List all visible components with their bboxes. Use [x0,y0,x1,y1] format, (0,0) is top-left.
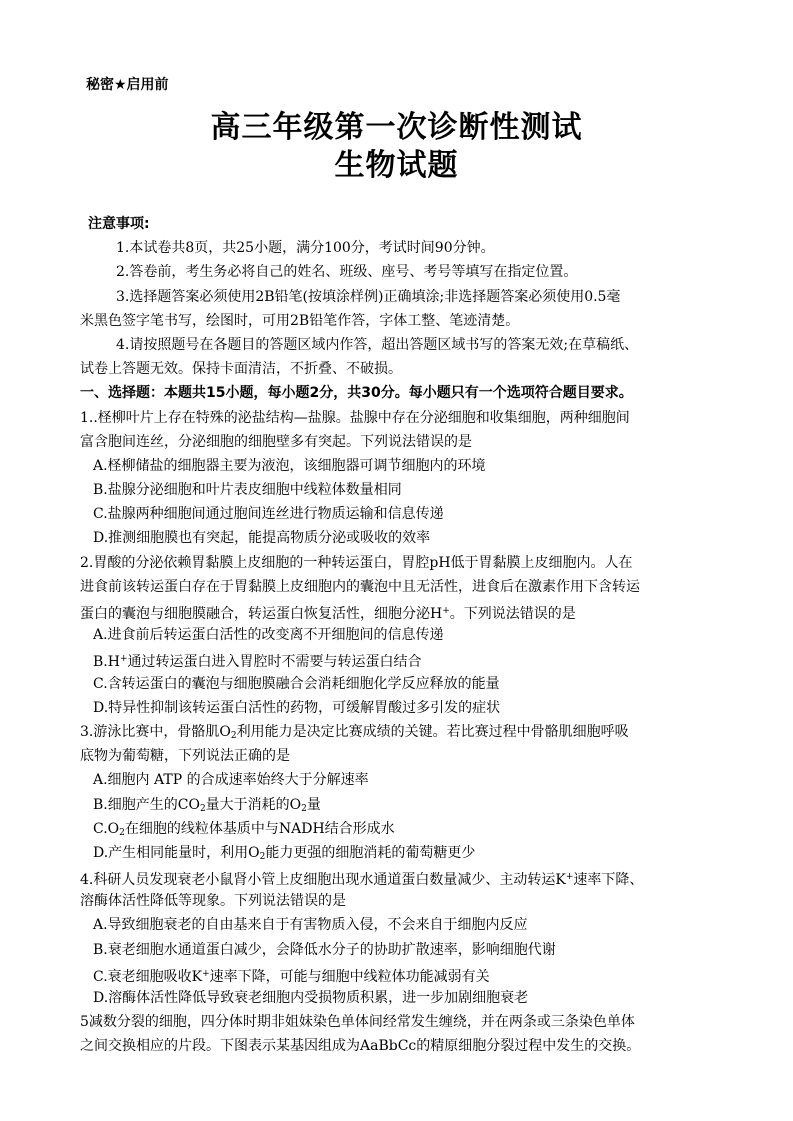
q3-option-b: B.细胞产生的$CO_2$量大于消耗的$O_2$量 [93,796,321,814]
confidential-label: 秘密★启用前 [86,77,169,93]
q1-option-a: A.柽柳储盐的细胞器主要为液泡，该细胞器可调节细胞内的环境 [93,457,486,474]
q4-option-c: C.衰老细胞吸收K+速率下降，可能与细胞中线粒体功能减弱有关 [93,968,490,985]
q4-option-b: B.衰老细胞水通道蛋白减少，会降低水分子的协助扩散速率，影响细胞代谢 [93,941,556,958]
note-item: 3.选择题答案必须使用2B铅笔(按填涂样例)正确填涂;非选择题答案必须使用0.5毫 [116,288,621,305]
exam-subtitle: 生物试题 [334,148,459,183]
q2-option-c: C.含转运蛋白的囊泡与细胞膜融合会消耗细胞化学反应释放的能量 [93,675,500,692]
q1-option-d: D.推测细胞膜也有突起，能提高物质分泌或吸收的效率 [93,530,431,547]
q1-stem: 富含胞间连丝，分泌细胞的细胞壁多有突起。下列说法错误的是 [80,433,472,450]
note-item: 2.答卷前，考生务必将自己的姓名、班级、座号、考号等填写在指定位置。 [116,264,578,281]
section-heading: 一、选择题：本题共15小题，每小题2分，共30分。每小题只有一个选项符合题目要求。 [80,385,633,402]
q2-stem: 进食前该转运蛋白存在于胃黏膜上皮细胞内的囊泡中且无活性，进食后在激素作用下含转运 [80,578,640,595]
q3-option-a: A.细胞内 ATP 的合成速率始终大于分解速率 [93,772,369,789]
q1-stem: 1..柽柳叶片上存在特殊的泌盐结构—盐腺。盐腺中存在分泌细胞和收集细胞，两种细胞间 [80,409,630,426]
q5-stem: 5减数分裂的细胞，四分体时期非姐妹染色单体间经常发生缠绕，并在两条或三条染色单体 [80,1014,635,1031]
note-item: 米黑色签字笔书写，绘图时，可用2B铅笔作答，字体工整、笔迹清楚。 [80,312,520,329]
q2-option-a: A.进食前后转运蛋白活性的改变离不开细胞间的信息传递 [93,627,444,644]
q5-stem: 之间交换相应的片段。下图表示某基因组成为AaBbCc的精原细胞分裂过程中发生的交换。 [80,1038,641,1055]
q4-option-a: A.导致细胞衰老的自由基来自于有害物质入侵，不会来自于细胞内反应 [93,917,528,934]
exam-title: 高三年级第一次诊断性测试 [210,110,583,145]
q1-option-c: C.盐腺两种细胞间通过胞间连丝进行物质运输和信息传递 [93,506,444,523]
notes-heading: 注意事项: [88,216,150,232]
note-item: 试卷上答题无效。保持卡面清洁，不折叠、不破损。 [80,361,402,378]
q1-option-b: B.盐腺分泌细胞和叶片表皮细胞中线粒体数量相同 [93,482,402,499]
q3-option-d: D.产生相同能量时，利用$O_2$能力更强的细胞消耗的葡萄糖更少 [93,844,476,862]
q3-option-c: $C.O_2$在细胞的线粒体基质中与NADH结合形成水 [93,820,395,838]
q3-stem: 底物为葡萄糖，下列说法正确的是 [80,748,290,765]
exam-body [80,212,730,1059]
q4-stem: 溶酶体活性降低等现象。下列说法错误的是 [80,893,346,910]
q2-option-b: B.H+通过转运蛋白进入胃腔时不需要与转运蛋白结合 [93,654,422,671]
q3-stem: 3.游泳比赛中，骨骼肌$O_2$利用能力是决定比赛成绩的关键。若比赛过程中骨骼肌细胞呼吸 [80,723,629,741]
q4-option-d: D.溶酶体活性降低导致衰老细胞内受损物质积累，进一步加剧细胞衰老 [93,990,529,1006]
note-item: 1.本试卷共8页，共25小题，满分100分，考试时间90分钟。 [116,240,495,257]
q2-option-d: D.特异性抑制该转运蛋白活性的药物，可缓解胃酸过多引发的症状 [93,699,501,716]
q2-stem: 2.胃酸的分泌依赖胃黏膜上皮细胞的一种转运蛋白，胃腔pH低于胃黏膜上皮细胞内。人在 [80,554,633,571]
note-item: 4.请按照题号在各题目的答题区域内作答，超出答题区域书写的答案无效;在草稿纸、 [116,336,639,353]
q4-stem: 4.科研人员发现衰老小鼠肾小管上皮细胞出现水通道蛋白数量减少、主动转运K+速率下降、 [80,872,644,889]
q2-stem: 蛋白的囊泡与细胞膜融合，转运蛋白恢复活性，细胞分泌H+。下列说法错误的是 [80,606,576,622]
